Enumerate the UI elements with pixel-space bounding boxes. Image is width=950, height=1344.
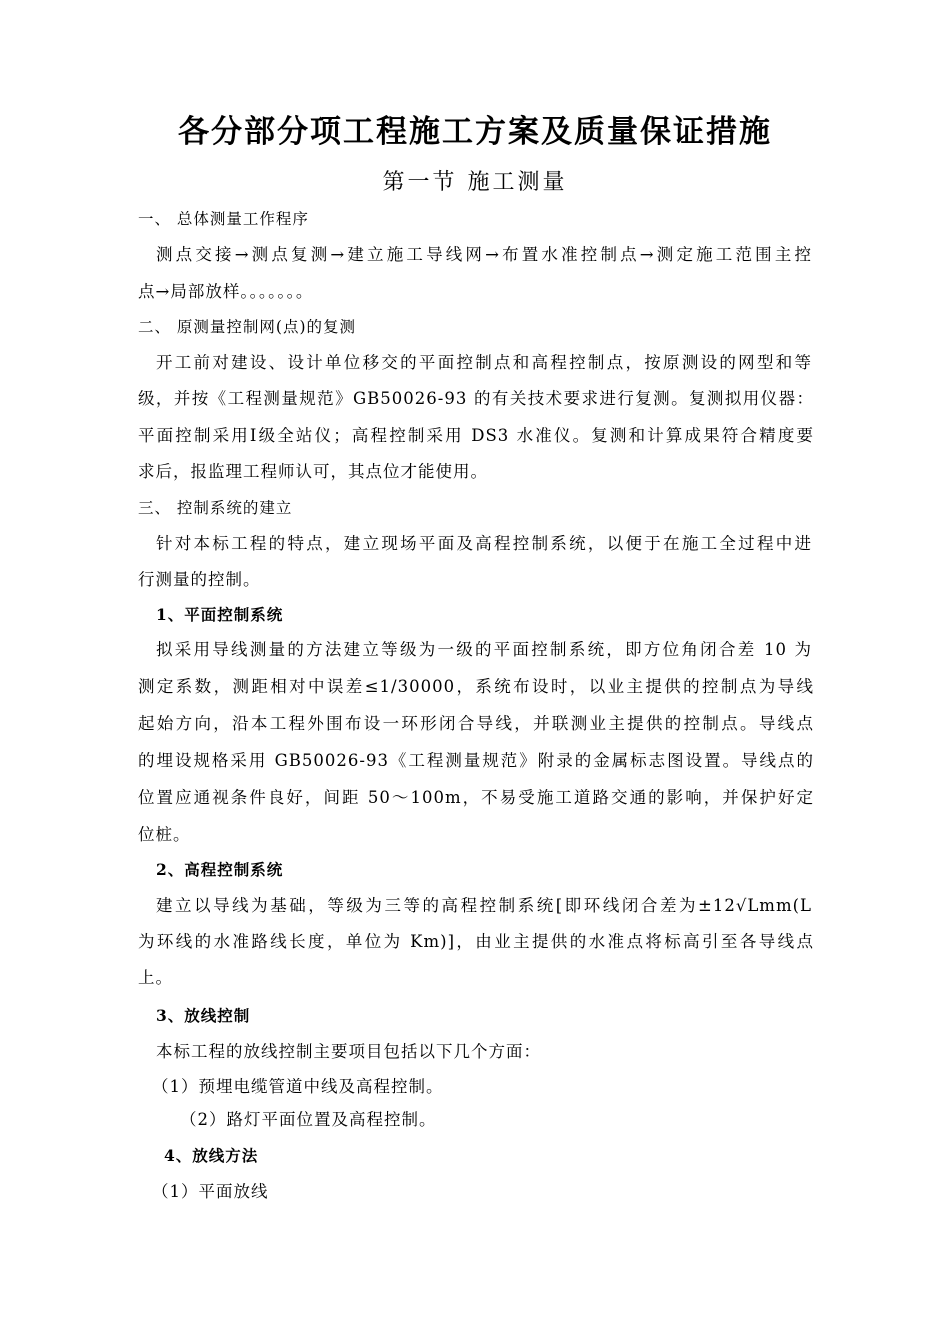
paragraph-line: 上。 bbox=[138, 968, 173, 987]
paragraph-line: 平面控制采用Ⅰ级全站仪；高程控制采用 DS3 水准仪。复测和计算成果符合精度要 bbox=[138, 426, 814, 445]
paragraph-line: 本标工程的放线控制主要项目包括以下几个方面： bbox=[156, 1042, 541, 1061]
paragraph-line: 测点交接→测点复测→建立施工导线网→布置水准控制点→测定施工范围主控 bbox=[156, 245, 812, 264]
list-item: （2）路灯平面位置及高程控制。 bbox=[180, 1110, 437, 1129]
section-3-heading: 三、 控制系统的建立 bbox=[138, 499, 293, 517]
paragraph-line: 的埋设规格采用 GB50026-93《工程测量规范》附录的金属标志图设置。导线点的 bbox=[138, 751, 814, 770]
paragraph-line: 位桩。 bbox=[138, 825, 191, 844]
document-title: 各分部分项工程施工方案及质量保证措施 bbox=[178, 114, 772, 150]
paragraph-line: 求后，报监理工程师认可，其点位才能使用。 bbox=[138, 462, 488, 481]
paragraph-line: 起始方向，沿本工程外围布设一环形闭合导线，并联测业主提供的控制点。导线点 bbox=[138, 714, 814, 733]
subsection-3-heading: 3、放线控制 bbox=[156, 1006, 251, 1025]
subsection-2-heading: 2、高程控制系统 bbox=[156, 860, 284, 879]
paragraph-line: 级，并按《工程测量规范》GB50026-93 的有关技术要求进行复测。复测拟用仪器： bbox=[138, 389, 814, 408]
paragraph-line: 行测量的控制。 bbox=[138, 570, 261, 589]
section-title: 第一节 施工测量 bbox=[382, 170, 568, 195]
paragraph-line: 开工前对建设、设计单位移交的平面控制点和高程控制点，按原测设的网型和等 bbox=[156, 353, 812, 372]
list-item: （1）平面放线 bbox=[152, 1182, 269, 1201]
paragraph-line: 建立以导线为基础，等级为三等的高程控制系统[即环线闭合差为±12√Lmm(L bbox=[156, 896, 812, 915]
paragraph-line: 为环线的水准路线长度，单位为 Km)]，由业主提供的水准点将标高引至各导线点 bbox=[138, 932, 814, 951]
paragraph-line: 位置应通视条件良好，间距 50～100m，不易受施工道路交通的影响，并保护好定 bbox=[138, 788, 814, 807]
paragraph-line: 针对本标工程的特点，建立现场平面及高程控制系统，以便于在施工全过程中进 bbox=[156, 534, 812, 553]
list-item: （1）预埋电缆管道中线及高程控制。 bbox=[152, 1077, 444, 1096]
paragraph-line: 拟采用导线测量的方法建立等级为一级的平面控制系统，即方位角闭合差 10 为 bbox=[156, 640, 812, 659]
subsection-1-heading: 1、平面控制系统 bbox=[156, 605, 284, 624]
paragraph-line: 测定系数，测距相对中误差≤1/30000，系统布设时，以业主提供的控制点为导线 bbox=[138, 677, 814, 696]
section-1-heading: 一、 总体测量工作程序 bbox=[138, 210, 309, 228]
paragraph-line: 点→局部放样。。。。。。。 bbox=[138, 282, 314, 301]
section-2-heading: 二、 原测量控制网(点)的复测 bbox=[138, 318, 357, 336]
subsection-4-heading: 4、放线方法 bbox=[164, 1146, 259, 1165]
